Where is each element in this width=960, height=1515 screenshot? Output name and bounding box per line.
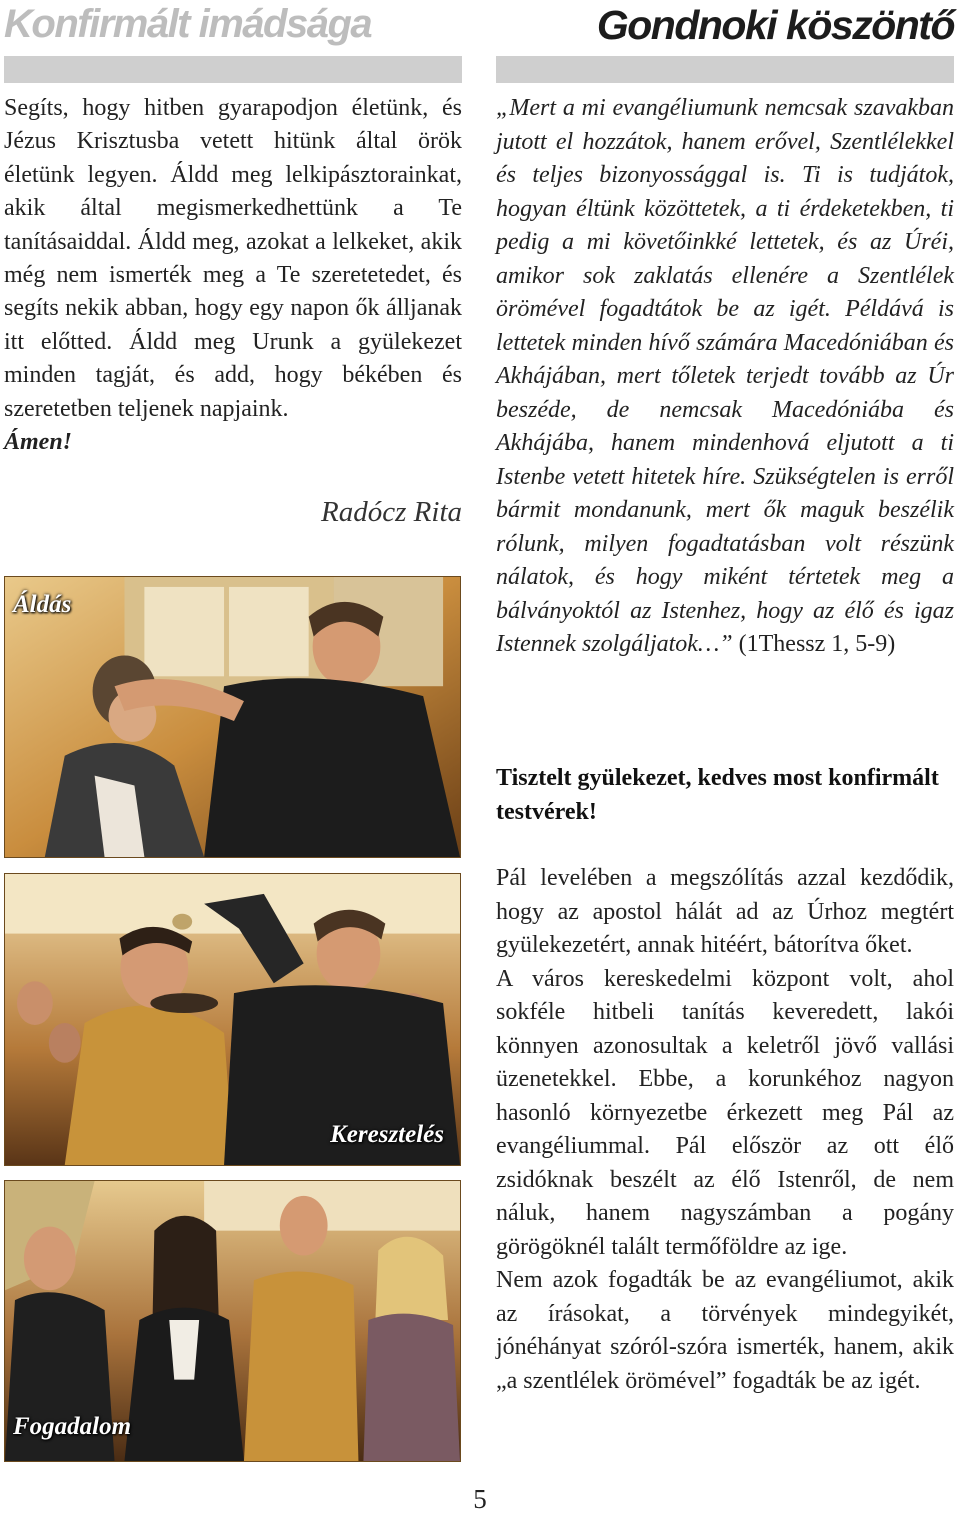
bible-quote-block — [496, 92, 954, 662]
photo-baptism — [4, 873, 461, 1166]
photo-blessing — [4, 576, 461, 858]
bible-quote-reference: (1Thessz 1, 5-9) — [738, 631, 896, 657]
photo-blessing-caption: Áldás — [13, 591, 72, 618]
body-paragraph: Nem azok fogadták be az evangéliumot, akik az írásokat, a törvények mindegyikét, jónéhányat szóról-szóra ismerték, hanem, akik „a szentlélek örömével” fogadták be az igét. — [496, 1267, 954, 1394]
body-paragraph: A város kereskedelmi központ volt, ahol sokféle hitbeli tanítás keveredett, lakói könnyen azonosultak a keletről jövő vallási üzenetekkel. Ebbe, a korunkéhoz nagyon hasonló környezetbe érkezett meg Pál az evangéliummal. Pál először az ott élő zsidóknak beszélt az élő Istenről, de nem náluk, hanem nagyszámban a pogány görögöknél talált termőföldre az ige. — [496, 965, 954, 1260]
prayer-text: Segíts, hogy hitben gyarapodjon életünk, és Jézus Krisztusba vetett hitünk által örök életünk legyen. Áldd meg lelkipásztorainkat, akik által megismerkedhettünk a Te tanításaiddal. Áldd meg, azokat a lelkeket, akik még nem ismerték meg a Te szeretetedet, és segíts nekik abban, hogy egy napon ők álljanak itt előtted. Áldd meg Urunk a gyülekezet minden tagját, és add, hogy békében és szeretetben teljenek napjaink. — [4, 95, 462, 422]
amen-text: Ámen! — [4, 429, 73, 456]
left-heading-rule — [4, 56, 462, 83]
signature: Radócz Rita — [321, 496, 462, 528]
photo-vow-caption: Fogadalom — [13, 1413, 132, 1440]
bible-quote: „Mert a mi evangéliumunk nemcsak szavakban jutott el hozzátok, hanem erővel, Szentlélekkel és teljes bizonyossággal is. Ti is tudjátok, hogyan éltünk közöttetek, a ti érdeketekben, ti pedig a mi követőinkké lettetek, és az Úréi, amikor sok zaklatás ellenére a Szentlélek örömével fogadtátok be az igét. Példává is lettetek minden hívő számára Macedóniában és Akhájában, mert tőletek terjedt tovább az Úr beszéde, de nemcsak Macedóniába és Akhájába, hanem mindenhová eljutott a ti Istenbe vetett hitetek híre. Szükségtelen is erről bármit mondanunk, mert ők maguk beszélik rólunk, milyen fogadtatásban volt részünk nálatok, és hogy miként tértetek meg a bálványoktól az Istenhez, hogy az élő és igaz Istennek szolgáljatok…” — [496, 95, 954, 657]
prayer-text-block — [4, 92, 462, 459]
left-heading: Konfirmált imádsága — [4, 2, 372, 46]
right-heading: Gondnoki köszöntő — [596, 2, 954, 48]
photo-baptism-caption: Keresztelés — [330, 1121, 444, 1148]
page-number: 5 — [473, 1484, 487, 1514]
body-text — [496, 862, 954, 1398]
photo-blessing-image — [5, 577, 460, 857]
photo-vow — [4, 1180, 461, 1462]
greeting: Tisztelt gyülekezet, kedves most konfirmált testvérek! — [496, 765, 939, 825]
body-paragraph: Pál levelében a megszólítás azzal kezdődik, hogy az apostol hálát ad az Úrhoz megtért gyülekezetért, annak hitéért, bátorítva őket. — [496, 865, 954, 958]
right-heading-rule — [496, 56, 954, 83]
